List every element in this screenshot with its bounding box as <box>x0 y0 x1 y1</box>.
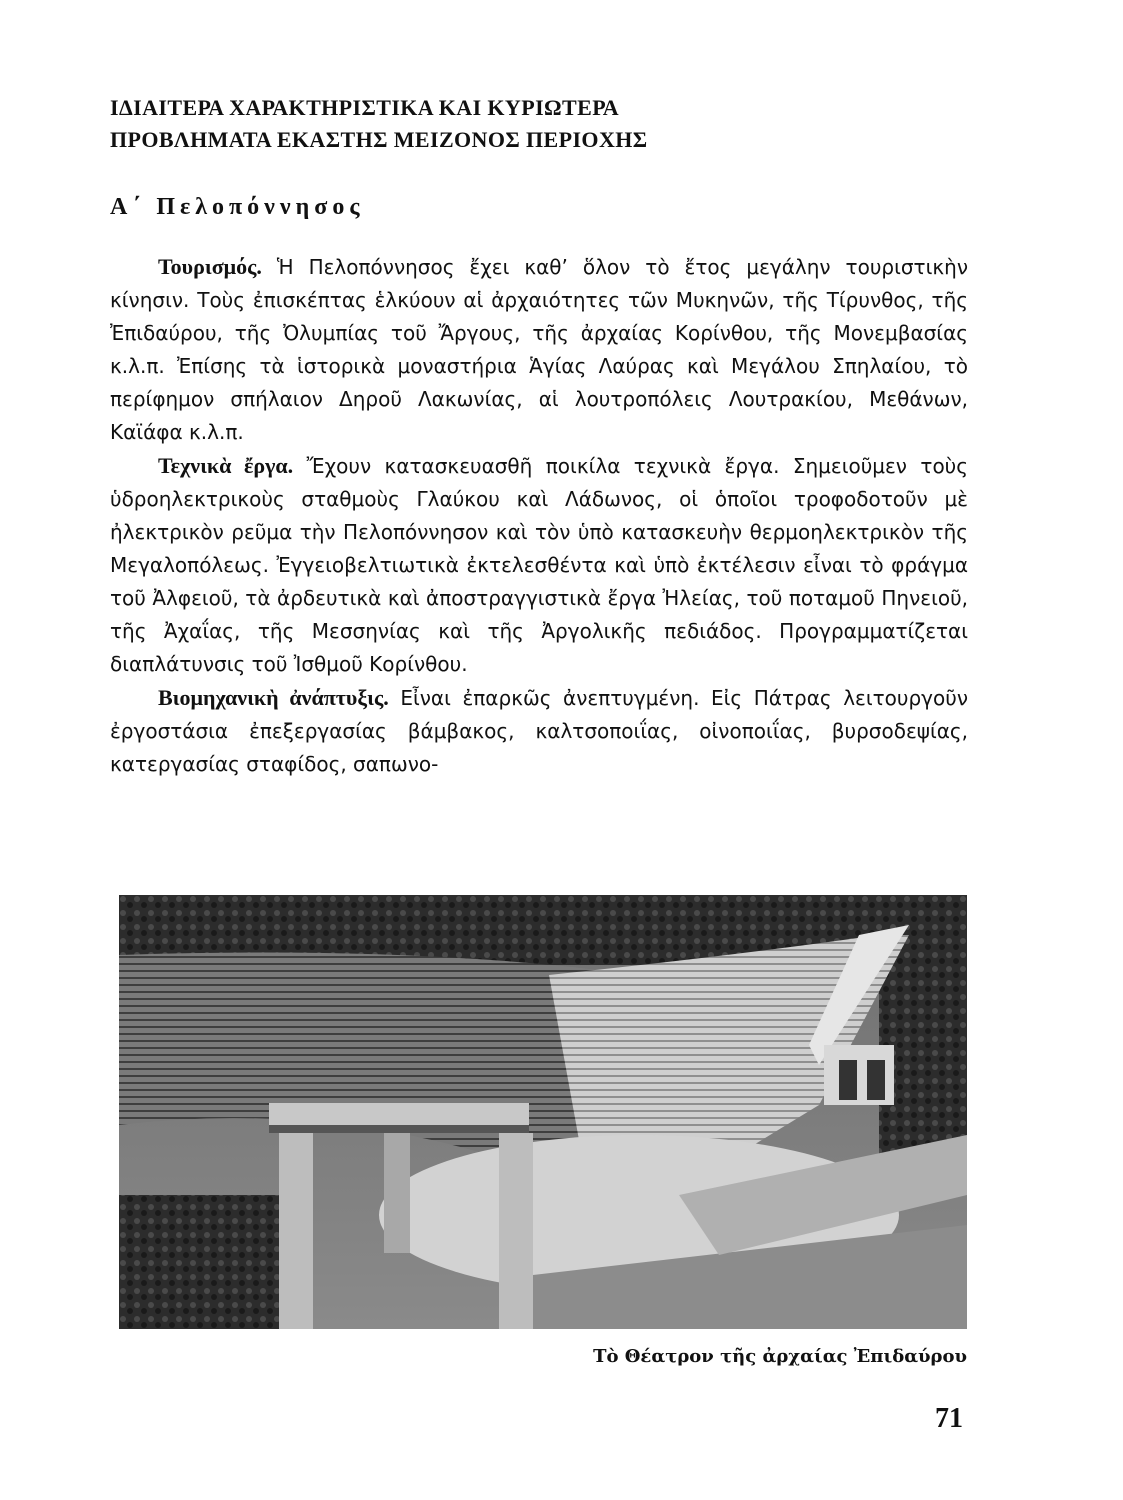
paragraph-technical-works <box>110 449 968 681</box>
paragraph-text: Εἶναι ἐπαρκῶς ἀνεπτυγμένη. Εἰς Πάτρας λειτουργοῦν ἐργοστάσια ἐπεξεργασίας βάμβακος, καλτσοποιΐας, οἰνοποιΐας, βυρσοδεψίας, κατεργασίας σταφίδος, σαπωνο- <box>110 686 968 776</box>
paragraph-text: Ἔχουν κατασκευασθῆ ποικίλα τεχνικὰ ἔργα. Σημειοῦμεν τοὺς ὑδροηλεκτρικοὺς σταθμοὺς Γλαύκου καὶ Λάδωνος, οἱ ὁποῖοι τροφοδοτοῦν μὲ ἠλεκτρικὸν ρεῦμα τὴν Πελοπόννησον καὶ τὸν ὑπὸ κατασκευὴν θερμοηλεκτρικὸν τῆς Μεγαλοπόλεως. Ἐγγειοβελτιωτικὰ ἐκτελεσθέντα καὶ ὑπὸ ἐκτέλεσιν εἶναι τὸ φράγμα τοῦ Ἀλφειοῦ, τὰ ἀρδευτικὰ καὶ ἀποστραγγιστικὰ ἔργα Ἠλείας, τοῦ ποταμοῦ Πηνειοῦ, τῆς Ἀχαΐας, τῆς Μεσσηνίας καὶ τῆς Ἀργολικῆς πεδιάδος. Προγραμματίζεται διαπλάτυνσις τοῦ Ἰσθμοῦ Κορίνθου. <box>110 454 968 676</box>
paragraph-tourism <box>110 250 968 449</box>
paragraph-text: Ἡ Πελοπόννησος ἔχει καθ’ ὅλον τὸ ἔτος μεγάλην τουριστικὴν κίνησιν. Τοὺς ἐπισκέπτας ἑλκύουν αἱ ἀρχαιότητες τῶν Μυκηνῶν, τῆς Τίρυνθος, τῆς Ἐπιδαύρου, τῆς Ὀλυμπίας τοῦ Ἄργους, τῆς ἀρχαίας Κορίνθου, τῆς Μονεμβασίας κ.λ.π. Ἐπίσης τὰ ἱστορικὰ μοναστήρια Ἁγίας Λαύρας καὶ Μεγάλου Σπηλαίου, τὸ περίφημον σπήλαιον Δηροῦ Λακωνίας, αἱ λουτροπόλεις Λουτρακίου, Μεθάνων, Καϊάφα κ.λ.π. <box>110 255 968 444</box>
theatre-photo-illustration <box>119 895 967 1329</box>
chapter-heading-line-2: ΠΡΟΒΛΗΜΑΤΑ ΕΚΑΣΤΗΣ ΜΕΙΖΟΝΟΣ ΠΕΡΙΟΧΗΣ <box>110 127 648 152</box>
theatre-photo <box>119 895 967 1329</box>
paragraph-lead: Τεχνικὰ ἔργα. <box>158 453 294 478</box>
paragraph-industrial-development <box>110 681 968 781</box>
photo-caption: Τὸ Θέατρον τῆς ἀρχαίας Ἐπιδαύρου <box>593 1346 967 1367</box>
section-title: Α΄ Πελοπόννησος <box>110 194 365 220</box>
body-text <box>110 250 968 781</box>
paragraph-lead: Τουρισμός. <box>158 254 262 279</box>
paragraph-lead: Βιομηχανικὴ ἀνάπτυξις. <box>158 685 389 710</box>
chapter-heading-line-1: ΙΔΙΑΙΤΕΡΑ ΧΑΡΑΚΤΗΡΙΣΤΙΚΑ ΚΑΙ ΚΥΡΙΩΤΕΡΑ <box>110 95 620 120</box>
chapter-heading <box>110 92 830 156</box>
page-number: 71 <box>935 1403 963 1434</box>
